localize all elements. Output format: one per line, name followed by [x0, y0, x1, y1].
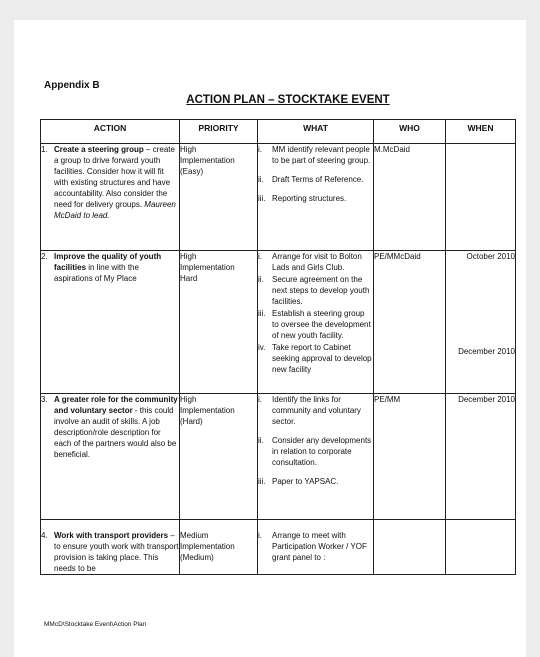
priority-cell [180, 144, 258, 251]
what-list [258, 144, 373, 204]
action-lead: Maureen McDaid to lead. [54, 200, 176, 220]
action-number: 1. [41, 145, 48, 154]
what-item: ii. Draft Terms of Reference. [258, 175, 364, 184]
priority-difficulty: Hard [180, 274, 198, 283]
priority-cell [180, 394, 258, 520]
priority-level: Medium [180, 531, 209, 540]
priority-type: Implementation [180, 542, 235, 551]
column-header-who: WHO [374, 120, 446, 144]
when-cell [446, 251, 516, 394]
what-item: iii. Establish a steering group to oversee the development of new youth facility. [258, 309, 371, 340]
priority-level: High [180, 395, 197, 404]
what-item: ii. Secure agreement on the next steps to develop youth facilities. [258, 275, 370, 306]
action-description: – to ensure youth work with transport provision is taking place. This needs to be [54, 531, 179, 573]
when-date: December 2010 [458, 395, 515, 404]
action-number: 4. [41, 531, 48, 540]
what-item: iii. Paper to YAPSAC. [258, 477, 339, 486]
column-header-priority: PRIORITY [180, 120, 258, 144]
column-header-what: WHAT [258, 120, 374, 144]
when-cell [446, 520, 516, 575]
action-heading: A greater role for the community and voluntary sector [54, 395, 178, 415]
what-list [258, 251, 373, 375]
table-row [41, 394, 516, 520]
footer-path: MMcD\Stocktake Event\Action Plan [44, 621, 147, 628]
column-header-when: WHEN [446, 120, 516, 144]
what-cell [258, 251, 374, 394]
action-cell [41, 520, 180, 575]
action-cell [41, 394, 180, 520]
what-item: i. MM identify relevant people to be part of steering group. [258, 145, 371, 165]
what-cell [258, 520, 374, 575]
action-cell [41, 251, 180, 394]
action-description: – create a group to drive forward youth facilities. Consider how it will fit with existing structures and have accountability. Also consider the need for delivery groups. [54, 145, 175, 209]
priority-cell [180, 251, 258, 394]
table-row [41, 144, 516, 251]
priority-difficulty: (Hard) [180, 417, 203, 426]
action-heading: Work with transport providers [54, 531, 169, 540]
action-number: 3. [41, 395, 48, 404]
what-cell [258, 394, 374, 520]
table-header-row [41, 120, 516, 144]
what-item: iii. Reporting structures. [258, 194, 347, 203]
when-cell [446, 144, 516, 251]
priority-cell [180, 520, 258, 575]
priority-type: Implementation [180, 406, 235, 415]
when-date: October 2010 [466, 252, 515, 261]
priority-type: Implementation [180, 263, 235, 272]
who-cell [374, 520, 446, 575]
what-item: iv. Take report to Cabinet seeking approval to develop new facility [258, 343, 372, 374]
table-row [41, 251, 516, 394]
priority-difficulty: (Medium) [180, 553, 214, 562]
action-description: - this could involve an audit of skills. A job description/role description for each of the partners would also be beneficial. [54, 406, 177, 459]
action-heading: Create a steering group [54, 145, 144, 154]
action-cell [41, 144, 180, 251]
what-item: i. Identify the links for community and voluntary sector. [258, 395, 361, 426]
when-date-secondary: December 2010 [458, 347, 515, 356]
what-item: ii. Consider any developments in relation to corporate consultation. [258, 436, 372, 467]
what-cell [258, 144, 374, 251]
document-page [14, 20, 526, 657]
action-description: in line with the aspirations of My Place [54, 263, 139, 283]
column-header-action: ACTION [41, 120, 180, 144]
priority-difficulty: (Easy) [180, 167, 204, 176]
what-list [258, 394, 373, 487]
action-plan-table [40, 119, 516, 575]
action-number: 2. [41, 252, 48, 261]
priority-level: High [180, 252, 197, 261]
what-item: i. Arrange to meet with Participation Worker / YOF grant panel to : [258, 531, 367, 562]
action-heading: Improve the quality of youth facilities [54, 252, 162, 272]
table-row [41, 520, 516, 575]
when-cell [446, 394, 516, 520]
what-item: i. Arrange for visit to Bolton Lads and Girls Club. [258, 252, 362, 272]
appendix-label: Appendix B [44, 80, 100, 91]
who-cell: PE/MMcDaid [374, 251, 446, 394]
document-title: ACTION PLAN – STOCKTAKE EVENT [186, 94, 390, 106]
what-list [258, 530, 373, 563]
who-cell: PE/MM [374, 394, 446, 520]
who-cell: M.McDaid [374, 144, 446, 251]
priority-level: High [180, 145, 197, 154]
priority-type: Implementation [180, 156, 235, 165]
